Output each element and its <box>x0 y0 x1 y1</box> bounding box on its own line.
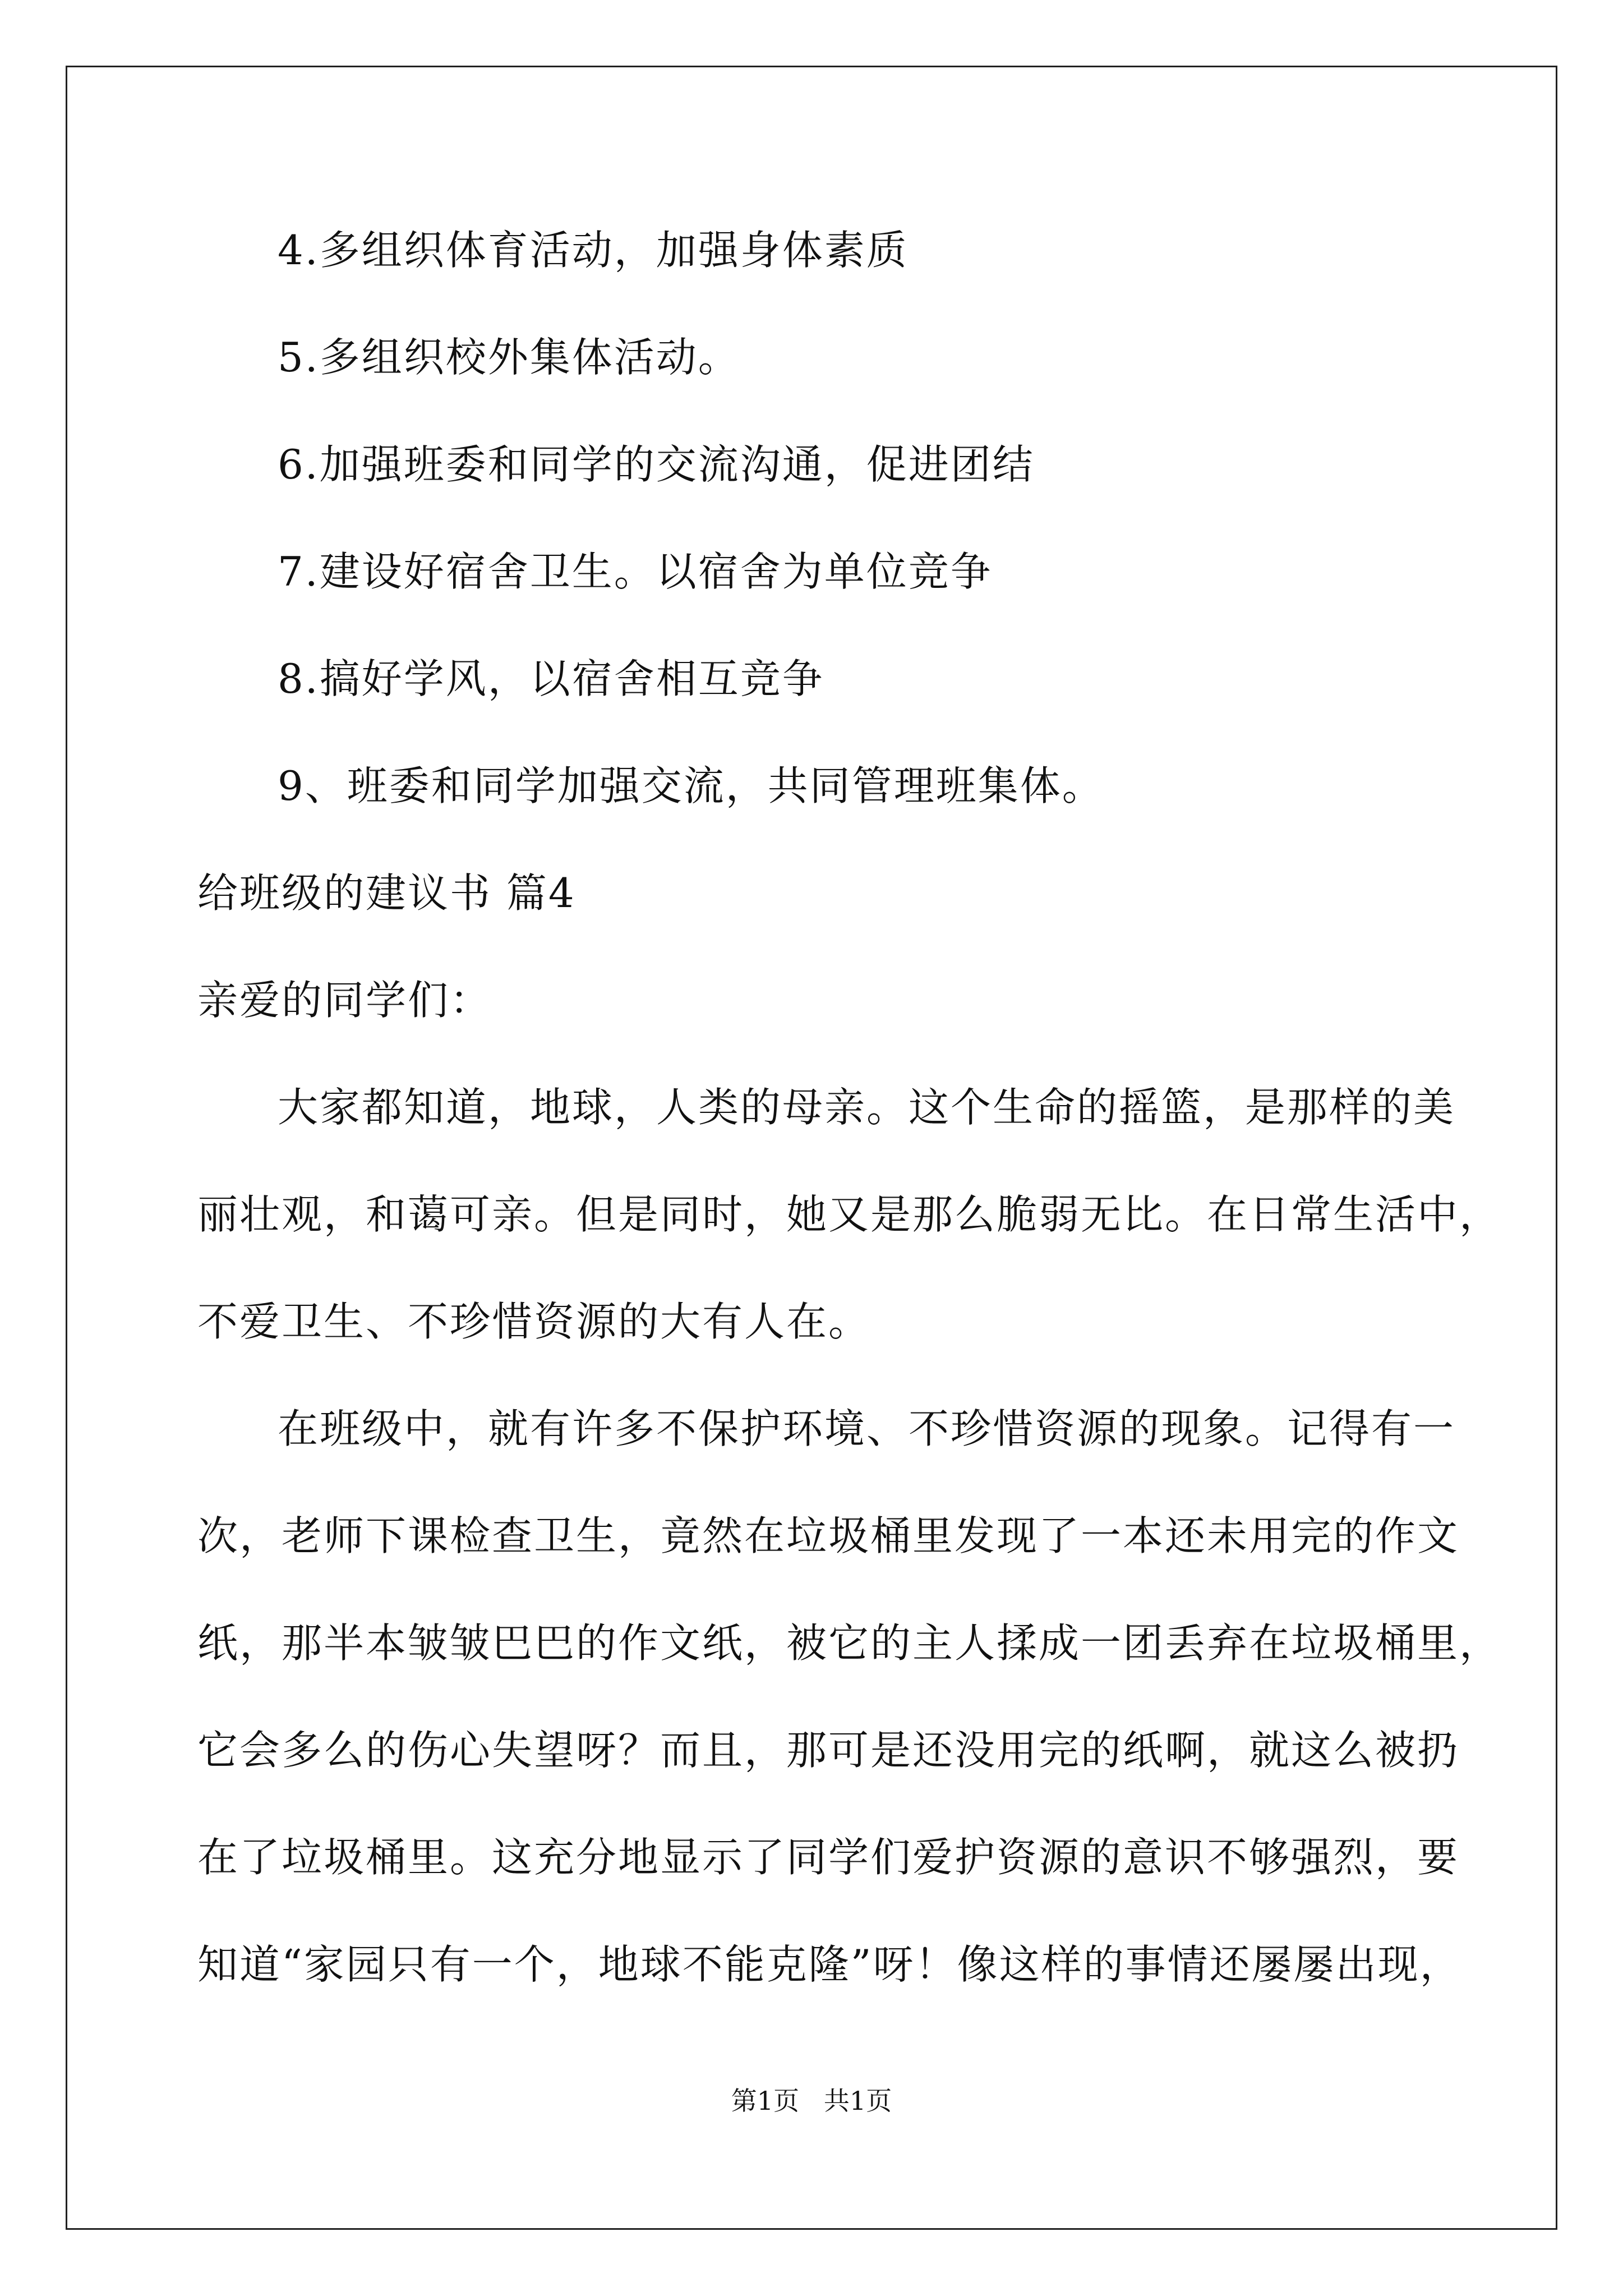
list-item: 7.建设好宿舍卫生。以宿舍为单位竞争 <box>278 548 993 595</box>
list-item: 5.多组织校外集体活动。 <box>278 334 740 381</box>
page-border <box>66 66 1557 2230</box>
paragraph-line: 不爱卫生、不珍惜资源的大有人在。 <box>197 1298 871 1345</box>
section-heading: 给班级的建议书 篇4 <box>197 869 576 917</box>
list-item: 8.搞好学风，以宿舍相互竞争 <box>278 655 824 702</box>
paragraph-line: 知道“家园只有一个，地球不能克隆”呀！像这样的事情还屡屡出现， <box>197 1941 1462 1988</box>
paragraph-line: 在了垃圾桶里。这充分地显示了同学们爱护资源的意识不够强烈，要 <box>197 1834 1460 1881</box>
salutation: 亲爱的同学们： <box>197 977 492 1024</box>
paragraph-line: 纸，那半本皱皱巴巴的作文纸，被它的主人揉成一团丢弃在垃圾桶里， <box>197 1619 1502 1667</box>
paragraph-line: 大家都知道，地球，人类的母亲。这个生命的摇篮，是那样的美 <box>278 1084 1456 1131</box>
list-item: 9、班委和同学加强交流，共同管理班集体。 <box>278 762 1104 809</box>
list-item: 4.多组织体育活动，加强身体素质 <box>278 227 909 274</box>
paragraph-line: 它会多么的伤心失望呀？而且，那可是还没用完的纸啊，就这么被扔 <box>197 1727 1460 1774</box>
page-number: 第1页 共1页 <box>731 2086 892 2116</box>
paragraph-line: 次，老师下课检查卫生，竟然在垃圾桶里发现了一本还未用完的作文 <box>197 1512 1460 1559</box>
list-item: 6.加强班委和同学的交流沟通，促进团结 <box>278 441 1035 488</box>
paragraph-line: 在班级中，就有许多不保护环境、不珍惜资源的现象。记得有一 <box>278 1405 1456 1452</box>
paragraph-line: 丽壮观，和蔼可亲。但是同时，她又是那么脆弱无比。在日常生活中， <box>197 1191 1502 1238</box>
